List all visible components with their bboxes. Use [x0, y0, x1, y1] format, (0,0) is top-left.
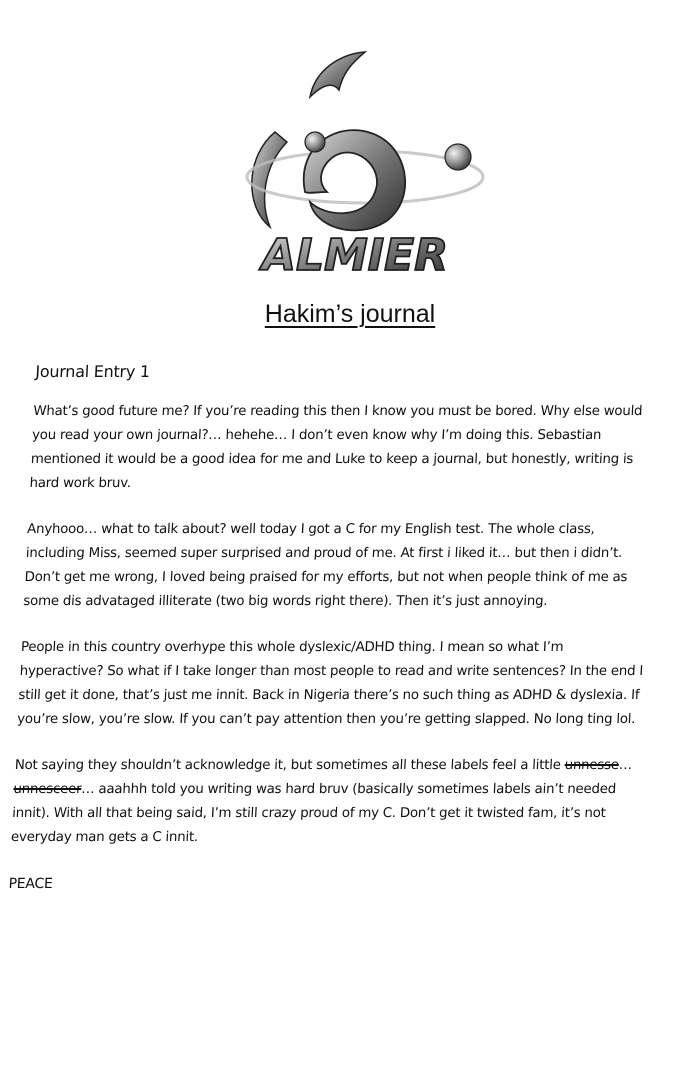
page-title [0, 300, 700, 329]
almier-logo [215, 42, 485, 282]
page-title-text: Hakim’s journal [264, 300, 436, 328]
journal-paragraph [10, 754, 643, 850]
journal-paragraph: Anyhooo… what to talk about? well today I got a C for my English test. The whole class, including Miss, seemed super surprised and proud of me. At first i liked it… but then i didn’t. Don’t get me wrong, I loved being praised for my efforts, but not when people think of me as some dis advataged illiterate (two big words right there). Then it’s just annoying. [22, 522, 628, 609]
crossed-out-word: unnesceer [13, 782, 82, 797]
crossed-out-word: unnesse [564, 758, 620, 773]
journal-paragraph: What’s good future me? If you’re reading this then I know you must be bored. Why else would you read your own journal?… hehehe… I don’t even know why I’m doing this. Sebastian mentioned it would be a good idea for me and Luke to keep a journal, but honestly, writing is hard work bruv. [29, 404, 643, 491]
text-span: … [618, 758, 633, 773]
journal-body [8, 360, 664, 896]
almier-logo-graphic [215, 42, 485, 282]
text-span: Not saying they shouldn’t acknowledge it, but sometimes all these labels feel a little [14, 758, 566, 773]
entry-heading: Journal Entry 1 [34, 362, 151, 381]
journal-paragraph: People in this country overhype this whole dyslexic/ADHD thing. I mean so what I’m hyperactive? So what if I take longer than most people to read and write sentences? In the end I still get it done, that’s just me innit. Back in Nigeria there’s no such thing as ADHD & dyslexia. If you’re slow, you’re slow. If you can’t pay attention then you’re getting slapped. No long ting lol. [16, 640, 644, 727]
text-span: … aaahhh told you writing was hard bruv (basically sometimes labels ain’t needed innit). With all that being said, I’m still crazy proud of my C. Don’t get it twisted fam, it’s not everyday man gets a C innit. [10, 782, 617, 845]
sign-off: PEACE [8, 876, 53, 892]
logo-wordmark: ALMIER [261, 230, 449, 281]
